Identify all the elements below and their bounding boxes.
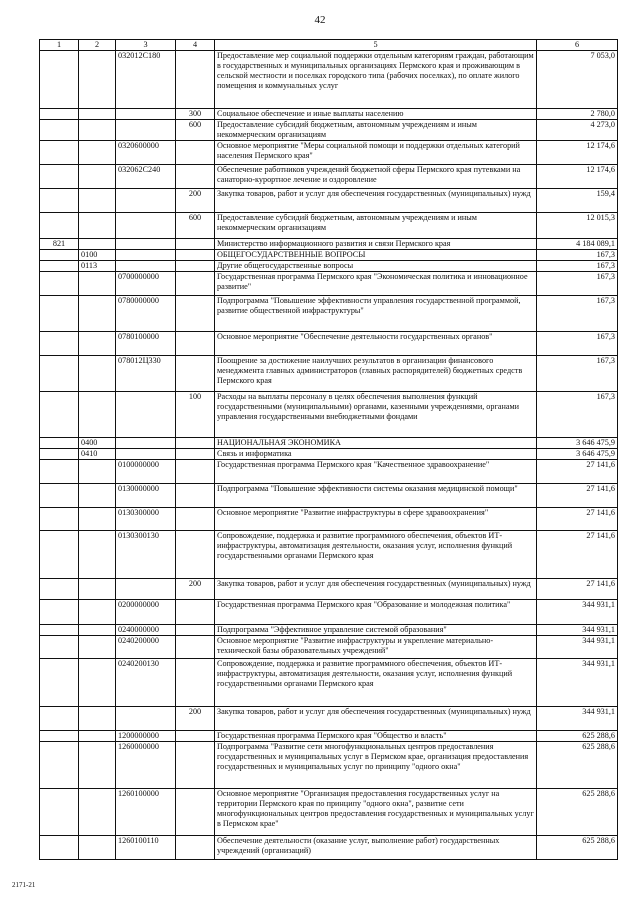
amount-cell: 344 931,1 bbox=[537, 625, 618, 636]
admin-code-cell bbox=[40, 484, 79, 508]
description-cell: Основное мероприятие "Развитие инфраструктуры и укрепление материально-технической базы образовательных учреждений" bbox=[215, 636, 537, 659]
amount-cell: 12 174,6 bbox=[537, 141, 618, 165]
admin-code-cell bbox=[40, 189, 79, 213]
table-row bbox=[40, 165, 618, 189]
section-code-cell bbox=[79, 531, 116, 579]
target-code-cell: 0780100000 bbox=[116, 332, 176, 356]
admin-code-cell bbox=[40, 120, 79, 141]
amount-cell: 344 931,1 bbox=[537, 600, 618, 625]
table-row bbox=[40, 625, 618, 636]
description-cell: Подпрограмма "Развитие сети многофункциональных центров предоставления государственных и муниципальных услуг в Пермском крае, организация предоставления государственных и муниципальных услуг по принципу "одного окна" bbox=[215, 742, 537, 789]
section-code-cell bbox=[79, 579, 116, 600]
section-code-cell bbox=[79, 356, 116, 392]
table-header-row bbox=[40, 40, 618, 51]
admin-code-cell bbox=[40, 51, 79, 109]
description-cell: Государственная программа Пермского края "Образование и молодежная политика" bbox=[215, 600, 537, 625]
table-row bbox=[40, 261, 618, 272]
admin-code-cell bbox=[40, 250, 79, 261]
table-row bbox=[40, 109, 618, 120]
section-code-cell bbox=[79, 296, 116, 332]
admin-code-cell bbox=[40, 356, 79, 392]
section-code-cell bbox=[79, 508, 116, 531]
admin-code-cell bbox=[40, 789, 79, 836]
description-cell: Поощрение за достижение наилучших результатов в организации финансового менеджмента главных администраторов (главных распорядителей) бюджетных средств Пермского края bbox=[215, 356, 537, 392]
amount-cell: 625 288,6 bbox=[537, 731, 618, 742]
admin-code-cell bbox=[40, 508, 79, 531]
target-code-cell: 0240000000 bbox=[116, 625, 176, 636]
description-cell: Предоставление мер социальной поддержки отдельным категориям граждан, работающим в государственных и муниципальных организациях Пермского края и проживающим в сельской местности и поселках городского типа (рабочих поселках), по оплате жилого помещения и коммунальных услуг bbox=[215, 51, 537, 109]
target-code-cell: 0200000000 bbox=[116, 600, 176, 625]
target-code-cell: 0700000000 bbox=[116, 272, 176, 296]
target-code-cell bbox=[116, 120, 176, 141]
table-row bbox=[40, 508, 618, 531]
section-code-cell bbox=[79, 120, 116, 141]
section-code-cell bbox=[79, 742, 116, 789]
target-code-cell bbox=[116, 438, 176, 449]
expense-type-cell bbox=[176, 356, 215, 392]
table-row bbox=[40, 600, 618, 625]
table-row bbox=[40, 789, 618, 836]
section-code-cell bbox=[79, 109, 116, 120]
table-row bbox=[40, 189, 618, 213]
expense-type-cell bbox=[176, 659, 215, 707]
budget-table bbox=[39, 39, 618, 860]
admin-code-cell bbox=[40, 449, 79, 460]
section-code-cell bbox=[79, 392, 116, 438]
description-cell: Расходы на выплаты персоналу в целях обеспечения выполнения функций государственными (муниципальными) органами, казенными учреждениями, органами управления государственными внебюджетными фондами bbox=[215, 392, 537, 438]
admin-code-cell bbox=[40, 636, 79, 659]
admin-code-cell bbox=[40, 141, 79, 165]
amount-cell: 27 141,6 bbox=[537, 484, 618, 508]
target-code-cell: 0130300130 bbox=[116, 531, 176, 579]
target-code-cell bbox=[116, 250, 176, 261]
amount-cell: 4 273,0 bbox=[537, 120, 618, 141]
table-row bbox=[40, 707, 618, 731]
admin-code-cell: 821 bbox=[40, 239, 79, 250]
amount-cell: 344 931,1 bbox=[537, 707, 618, 731]
description-cell: Основное мероприятие "Обеспечение деятельности государственных органов" bbox=[215, 332, 537, 356]
amount-cell: 2 780,0 bbox=[537, 109, 618, 120]
expense-type-cell: 200 bbox=[176, 707, 215, 731]
amount-cell: 625 288,6 bbox=[537, 789, 618, 836]
description-cell: Предоставление субсидий бюджетным, автономным учреждениям и иным некоммерческим организациям bbox=[215, 213, 537, 239]
table-row bbox=[40, 836, 618, 860]
section-code-cell bbox=[79, 51, 116, 109]
header-cell: 5 bbox=[215, 40, 537, 51]
table-row bbox=[40, 484, 618, 508]
target-code-cell bbox=[116, 392, 176, 438]
table-row bbox=[40, 296, 618, 332]
header-cell: 1 bbox=[40, 40, 79, 51]
section-code-cell bbox=[79, 213, 116, 239]
description-cell: Предоставление субсидий бюджетным, автономным учреждениям и иным некоммерческим организациям bbox=[215, 120, 537, 141]
target-code-cell: 0780000000 bbox=[116, 296, 176, 332]
target-code-cell: 0130300000 bbox=[116, 508, 176, 531]
target-code-cell bbox=[116, 261, 176, 272]
section-code-cell: 0410 bbox=[79, 449, 116, 460]
target-code-cell: 0240200130 bbox=[116, 659, 176, 707]
description-cell: Подпрограмма "Повышение эффективности системы оказания медицинской помощи" bbox=[215, 484, 537, 508]
section-code-cell bbox=[79, 332, 116, 356]
table-row bbox=[40, 332, 618, 356]
amount-cell: 159,4 bbox=[537, 189, 618, 213]
description-cell: Министерство информационного развития и связи Пермского края bbox=[215, 239, 537, 250]
amount-cell: 167,3 bbox=[537, 261, 618, 272]
admin-code-cell bbox=[40, 600, 79, 625]
section-code-cell bbox=[79, 141, 116, 165]
expense-type-cell bbox=[176, 51, 215, 109]
expense-type-cell bbox=[176, 731, 215, 742]
target-code-cell: 032062С240 bbox=[116, 165, 176, 189]
table-row bbox=[40, 659, 618, 707]
expense-type-cell bbox=[176, 141, 215, 165]
description-cell: Сопровождение, поддержка и развитие программного обеспечения, объектов ИТ-инфраструктуры, автоматизация деятельности, оказания услуг, исполнения функций государственными органами Пермского края bbox=[215, 659, 537, 707]
section-code-cell bbox=[79, 625, 116, 636]
description-cell: Государственная программа Пермского края "Экономическая политика и инновационное развитие" bbox=[215, 272, 537, 296]
expense-type-cell bbox=[176, 449, 215, 460]
section-code-cell bbox=[79, 165, 116, 189]
admin-code-cell bbox=[40, 742, 79, 789]
description-cell: Государственная программа Пермского края "Качественное здравоохранение" bbox=[215, 460, 537, 484]
admin-code-cell bbox=[40, 460, 79, 484]
target-code-cell: 1260100110 bbox=[116, 836, 176, 860]
expense-type-cell bbox=[176, 789, 215, 836]
description-cell: Основное мероприятие "Организация предоставления государственных услуг на территории Пермского края по принципу "одного окна", развитие сети многофункциональных центров предоставления государственных и муниципальных услуг в Пермском крае" bbox=[215, 789, 537, 836]
amount-cell: 7 053,0 bbox=[537, 51, 618, 109]
target-code-cell: 1260100000 bbox=[116, 789, 176, 836]
amount-cell: 27 141,6 bbox=[537, 531, 618, 579]
section-code-cell bbox=[79, 600, 116, 625]
description-cell: ОБЩЕГОСУДАРСТВЕННЫЕ ВОПРОСЫ bbox=[215, 250, 537, 261]
expense-type-cell bbox=[176, 250, 215, 261]
target-code-cell bbox=[116, 239, 176, 250]
target-code-cell bbox=[116, 449, 176, 460]
amount-cell: 12 174,6 bbox=[537, 165, 618, 189]
admin-code-cell bbox=[40, 438, 79, 449]
target-code-cell: 1200000000 bbox=[116, 731, 176, 742]
amount-cell: 167,3 bbox=[537, 272, 618, 296]
amount-cell: 27 141,6 bbox=[537, 460, 618, 484]
table-row bbox=[40, 438, 618, 449]
section-code-cell bbox=[79, 189, 116, 213]
expense-type-cell bbox=[176, 836, 215, 860]
table-row bbox=[40, 272, 618, 296]
expense-type-cell bbox=[176, 484, 215, 508]
section-code-cell bbox=[79, 731, 116, 742]
expense-type-cell bbox=[176, 600, 215, 625]
amount-cell: 625 288,6 bbox=[537, 836, 618, 860]
expense-type-cell bbox=[176, 261, 215, 272]
expense-type-cell bbox=[176, 332, 215, 356]
description-cell: Обеспечение работников учреждений бюджетной сферы Пермского края путевками на санаторно-курортное лечение и оздоровление bbox=[215, 165, 537, 189]
admin-code-cell bbox=[40, 332, 79, 356]
amount-cell: 27 141,6 bbox=[537, 508, 618, 531]
table-row bbox=[40, 51, 618, 109]
expense-type-cell bbox=[176, 239, 215, 250]
expense-type-cell bbox=[176, 742, 215, 789]
table-row bbox=[40, 579, 618, 600]
admin-code-cell bbox=[40, 836, 79, 860]
document-code: 2171-21 bbox=[12, 881, 36, 889]
admin-code-cell bbox=[40, 392, 79, 438]
table-row bbox=[40, 392, 618, 438]
description-cell: Закупка товаров, работ и услуг для обеспечения государственных (муниципальных) нужд bbox=[215, 579, 537, 600]
target-code-cell: 1260000000 bbox=[116, 742, 176, 789]
expense-type-cell: 600 bbox=[176, 120, 215, 141]
table-row bbox=[40, 460, 618, 484]
expense-type-cell bbox=[176, 296, 215, 332]
section-code-cell bbox=[79, 239, 116, 250]
expense-type-cell: 200 bbox=[176, 579, 215, 600]
expense-type-cell: 300 bbox=[176, 109, 215, 120]
target-code-cell bbox=[116, 707, 176, 731]
expense-type-cell bbox=[176, 508, 215, 531]
table-row bbox=[40, 250, 618, 261]
description-cell: Подпрограмма "Эффективное управление системой образования" bbox=[215, 625, 537, 636]
admin-code-cell bbox=[40, 659, 79, 707]
admin-code-cell bbox=[40, 531, 79, 579]
amount-cell: 344 931,1 bbox=[537, 659, 618, 707]
section-code-cell bbox=[79, 707, 116, 731]
target-code-cell: 078012Ц330 bbox=[116, 356, 176, 392]
table-row bbox=[40, 731, 618, 742]
admin-code-cell bbox=[40, 296, 79, 332]
admin-code-cell bbox=[40, 731, 79, 742]
section-code-cell: 0113 bbox=[79, 261, 116, 272]
description-cell: Основное мероприятие "Меры социальной помощи и поддержки отдельных категорий населения Пермского края" bbox=[215, 141, 537, 165]
section-code-cell bbox=[79, 460, 116, 484]
expense-type-cell bbox=[176, 531, 215, 579]
amount-cell: 625 288,6 bbox=[537, 742, 618, 789]
description-cell: Другие общегосударственные вопросы bbox=[215, 261, 537, 272]
section-code-cell bbox=[79, 484, 116, 508]
admin-code-cell bbox=[40, 165, 79, 189]
section-code-cell bbox=[79, 636, 116, 659]
table-row bbox=[40, 239, 618, 250]
page-number: 42 bbox=[314, 14, 326, 26]
section-code-cell bbox=[79, 836, 116, 860]
header-cell: 4 bbox=[176, 40, 215, 51]
admin-code-cell bbox=[40, 213, 79, 239]
amount-cell: 167,3 bbox=[537, 332, 618, 356]
expense-type-cell bbox=[176, 272, 215, 296]
table-row bbox=[40, 742, 618, 789]
amount-cell: 167,3 bbox=[537, 356, 618, 392]
description-cell: Обеспечение деятельности (оказание услуг, выполнение работ) государственных учреждений (организаций) bbox=[215, 836, 537, 860]
expense-type-cell: 600 bbox=[176, 213, 215, 239]
expense-type-cell bbox=[176, 165, 215, 189]
header-cell: 6 bbox=[537, 40, 618, 51]
table-row bbox=[40, 636, 618, 659]
table-row bbox=[40, 531, 618, 579]
expense-type-cell bbox=[176, 625, 215, 636]
table-row bbox=[40, 449, 618, 460]
admin-code-cell bbox=[40, 109, 79, 120]
amount-cell: 3 646 475,9 bbox=[537, 438, 618, 449]
description-cell: Основное мероприятие "Развитие инфраструктуры в сфере здравоохранения" bbox=[215, 508, 537, 531]
description-cell: Социальное обеспечение и иные выплаты населению bbox=[215, 109, 537, 120]
expense-type-cell bbox=[176, 460, 215, 484]
section-code-cell bbox=[79, 272, 116, 296]
admin-code-cell bbox=[40, 579, 79, 600]
expense-type-cell: 200 bbox=[176, 189, 215, 213]
amount-cell: 3 646 475,9 bbox=[537, 449, 618, 460]
target-code-cell bbox=[116, 579, 176, 600]
section-code-cell: 0100 bbox=[79, 250, 116, 261]
target-code-cell bbox=[116, 213, 176, 239]
amount-cell: 12 015,3 bbox=[537, 213, 618, 239]
admin-code-cell bbox=[40, 707, 79, 731]
description-cell: Сопровождение, поддержка и развитие программного обеспечения, объектов ИТ-инфраструктуры, автоматизация деятельности, оказания услуг, исполнения функций государственными органами Пермского края bbox=[215, 531, 537, 579]
description-cell: Закупка товаров, работ и услуг для обеспечения государственных (муниципальных) нужд bbox=[215, 189, 537, 213]
amount-cell: 167,3 bbox=[537, 392, 618, 438]
expense-type-cell bbox=[176, 438, 215, 449]
table-row bbox=[40, 120, 618, 141]
amount-cell: 167,3 bbox=[537, 296, 618, 332]
target-code-cell: 0320600000 bbox=[116, 141, 176, 165]
amount-cell: 27 141,6 bbox=[537, 579, 618, 600]
admin-code-cell bbox=[40, 261, 79, 272]
amount-cell: 4 184 089,1 bbox=[537, 239, 618, 250]
description-cell: Связь и информатика bbox=[215, 449, 537, 460]
target-code-cell: 032012С180 bbox=[116, 51, 176, 109]
target-code-cell: 0130000000 bbox=[116, 484, 176, 508]
table-row bbox=[40, 141, 618, 165]
section-code-cell bbox=[79, 659, 116, 707]
section-code-cell bbox=[79, 789, 116, 836]
expense-type-cell bbox=[176, 636, 215, 659]
admin-code-cell bbox=[40, 625, 79, 636]
header-cell: 2 bbox=[79, 40, 116, 51]
target-code-cell bbox=[116, 109, 176, 120]
target-code-cell: 0100000000 bbox=[116, 460, 176, 484]
description-cell: Закупка товаров, работ и услуг для обеспечения государственных (муниципальных) нужд bbox=[215, 707, 537, 731]
description-cell: Подпрограмма "Повышение эффективности управления государственной программой, развитие общественной инфраструктуры" bbox=[215, 296, 537, 332]
amount-cell: 344 931,1 bbox=[537, 636, 618, 659]
description-cell: НАЦИОНАЛЬНАЯ ЭКОНОМИКА bbox=[215, 438, 537, 449]
amount-cell: 167,3 bbox=[537, 250, 618, 261]
target-code-cell: 0240200000 bbox=[116, 636, 176, 659]
expense-type-cell: 100 bbox=[176, 392, 215, 438]
table-row bbox=[40, 356, 618, 392]
target-code-cell bbox=[116, 189, 176, 213]
description-cell: Государственная программа Пермского края "Общество и власть" bbox=[215, 731, 537, 742]
table-row bbox=[40, 213, 618, 239]
section-code-cell: 0400 bbox=[79, 438, 116, 449]
admin-code-cell bbox=[40, 272, 79, 296]
header-cell: 3 bbox=[116, 40, 176, 51]
